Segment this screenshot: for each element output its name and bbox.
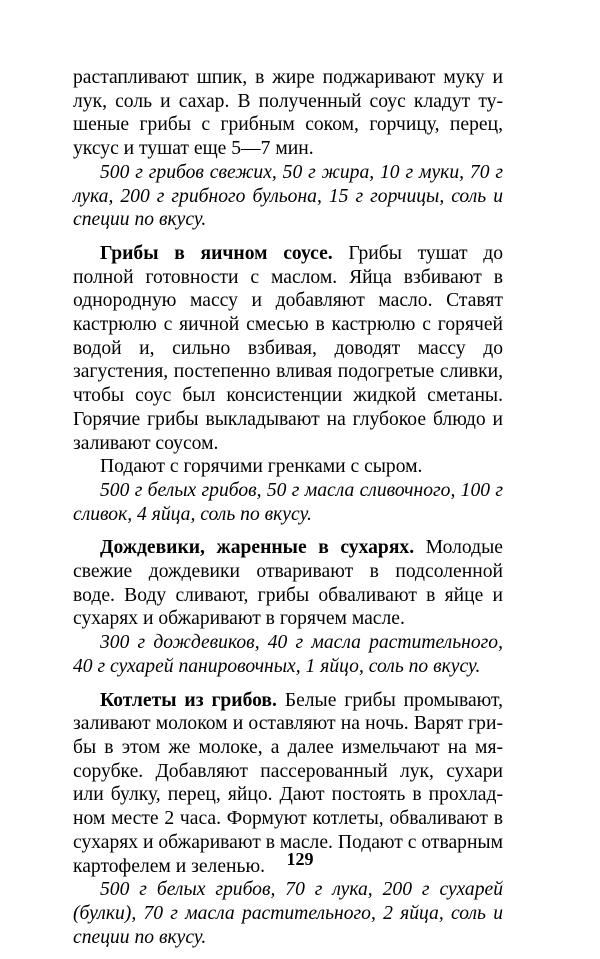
recipe-title: Котлеты из грибов. xyxy=(100,689,277,711)
recipe-paragraph xyxy=(73,536,503,631)
recipe-ingredients: 300 г дождевиков, 40 г масла растительного, 40 г сухарей панировочных, 1 яйцо, соль по вкусу. xyxy=(73,632,503,677)
recipe-ingredients: 500 г белых грибов, 50 г масла сливочного, 100 г сливок, 4 яйца, соль по вкусу. xyxy=(73,479,503,525)
page-body xyxy=(73,66,503,959)
recipe-text: Грибы тушат до полной готовности с маслом. Яйца взбивают в однородную массу и добавляют масло. Ставят кастрюлю с яичной смесью в кастрюлю с горячей водой и, сильно взбивая, доводят массу до загустения, постепенно вливая подогретые сливки, чтобы соус был консистенции жидкой сметаны. Горячие грибы выкладывают на глубокое блюдо и заливают соусом. xyxy=(73,242,503,454)
recipe-ingredients: 500 г белых грибов, 70 г лука, 200 г сухарей (булки), 70 г масла растительного, 2 яйца, соль и специи по вкусу. xyxy=(73,879,503,948)
intro-ingredients: 500 г грибов свежих, 50 г жира, 10 г муки, 70 г лука, 200 г грибного бульона, 15 г горчицы, соль и специи по вкусу. xyxy=(73,161,503,231)
intro-paragraph: растапливают шпик, в жире поджаривают муку и лук, соль и сахар. В полученный соус кладут тушеные грибы с грибным соком, горчицу, перец, уксус и тушат еще 5—7 мин. xyxy=(73,67,503,160)
recipe-text: Белые грибы промывают, заливают молоком и оставляют на ночь. Варят грибы в этом же молоке, а далее измельчают на мясорубке. Добавляют пассерованный лук, сухари или булку, перец, яйцо. Дают постоять в прохладном месте 2 часа. Формуют котлеты, обваливают в сухарях и обжаривают в масле. Подают с отварным картофелем и зеленью. xyxy=(73,689,504,877)
recipe-paragraph xyxy=(73,242,503,455)
recipe-title: Дождевики, жаренные в сухарях. xyxy=(100,537,415,559)
recipe-text: Молодые свежие дождевики отваривают в подсоленной воде. Воду сливают, грибы обваливают в яйце и сухарях и обжаривают в горячем масле. xyxy=(73,537,503,630)
recipe-serving: Подают с горячими гренками с сыром. xyxy=(100,456,423,478)
recipe-title: Грибы в яичном соусе. xyxy=(100,242,333,264)
page-number: 129 xyxy=(286,849,314,869)
